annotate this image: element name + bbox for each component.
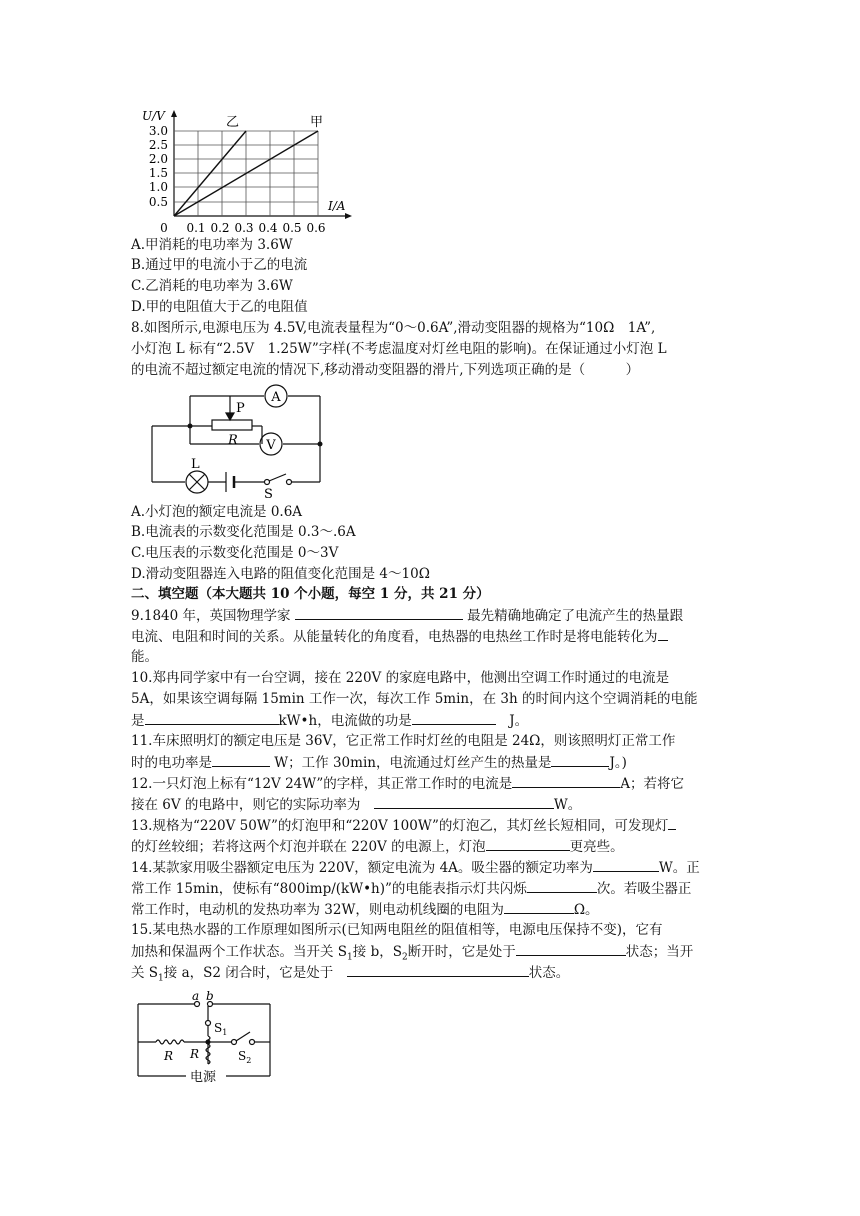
slider-label: P	[236, 401, 245, 416]
x-axis-label: I/A	[328, 199, 346, 213]
power-source-label: 电源	[190, 1070, 217, 1085]
rheostat-label: R	[228, 433, 238, 448]
q9-line-2: 电流、电阻和时间的关系。从能量转化的角度看，电热器的电热丝工作时是将电能转化为	[131, 626, 668, 647]
q11-line-1: 11.车床照明灯的额定电压是 36V，它正常工作时灯丝的电阻是 24Ω，则该照明灯正常工作	[131, 733, 676, 749]
q8-line-2: 小灯泡 L 标有“2.5V 1.25W”字样(不考虑温度对灯丝电阻的影响)。在保证通过小灯泡 L	[131, 341, 667, 357]
q8-line-1: 8.如图所示,电源电压为 4.5V,电流表量程为“0～0.6A”,滑动变阻器的规格为“10Ω 1A”,	[131, 320, 656, 336]
x-tick: 0.4	[258, 221, 278, 234]
x-tick: 0.2	[210, 221, 230, 234]
resistor-horizontal-label: R	[164, 1049, 174, 1063]
q14-line-1: 14.某款家用吸尘器额定电压为 220V，额定电流为 4A。吸尘器的额定功率为 W。正	[131, 857, 700, 878]
x-tick: 0.6	[306, 221, 326, 234]
line-yi-label: 乙	[226, 115, 240, 130]
q14-line-2: 常工作 15min，使标有“800imp/(kW•h)”的电能表指示灯共闪烁 次。若吸尘器正	[131, 878, 691, 899]
ammeter-symbol: A	[271, 390, 281, 405]
q15-line-2: 加热和保温两个工作状态。当开关 $S_1$接 b，$S_2$断开时，它是处于 状态；当开	[131, 941, 693, 968]
q7-option-d: D.甲的电阻值大于乙的电阻值	[131, 299, 308, 315]
lamp-label: L	[191, 457, 200, 472]
y-tick: 1.0	[148, 180, 168, 194]
section-2-title: 二、填空题（本大题共 10 个小题，每空 1 分，共 21 分）	[131, 586, 490, 602]
q7-option-a: A.甲消耗的电功率为 3.6W	[131, 237, 293, 253]
terminal-a-label: a	[192, 990, 200, 1003]
q8-option-a: A.小灯泡的额定电流是 0.6A	[131, 504, 303, 520]
q10-line-1: 10.郑冉同学家中有一台空调，接在 220V 的家庭电路中，他测出空调工作时通过的电流是	[131, 670, 670, 686]
q15-line-1: 15.某电热水器的工作原理如图所示(已知两电阻丝的阻值相等，电源电压保持不变)，它有	[131, 922, 663, 938]
q13-line-1: 13.规格为“220V 50W”的灯泡甲和“220V 100W”的灯泡乙，其灯丝长短相同，可发现灯	[131, 815, 676, 836]
q9-line-3: 能。	[131, 649, 158, 665]
voltmeter-symbol: V	[266, 438, 276, 453]
q7-option-b: B.通过甲的电流小于乙的电流	[131, 257, 308, 273]
q13-line-2: 的灯丝较细；若将这两个灯泡并联在 220V 的电源上，灯泡 更亮些。	[131, 836, 624, 857]
q15-circuit-diagram	[130, 990, 280, 1090]
q8-circuit-diagram	[146, 382, 336, 500]
x-tick: 0.1	[186, 221, 206, 234]
y-tick: 2.5	[148, 138, 168, 152]
q7-option-c: C.乙消耗的电功率为 3.6W	[131, 278, 293, 294]
switch-s1-label: $S_1$	[214, 1021, 228, 1037]
q8-option-b: B.电流表的示数变化范围是 0.3～.6A	[131, 524, 356, 540]
line-yi	[174, 131, 246, 216]
q15-line-3: 关 $S_1$接 a，S2 闭合时，它是处于 状态。	[131, 962, 569, 989]
q10-line-2: 5A，如果该空调每隔 15min 工作一次，每次工作 5min，在 3h 的时间内这个空调消耗的电能	[131, 691, 698, 707]
q9-line-1: 9.1840 年，英国物理学家 最先精确地确定了电流产生的热量跟	[131, 605, 683, 626]
q12-line-2: 接在 6V 的电路中，则它的实际功率为 W。	[131, 794, 581, 815]
y-tick: 1.5	[148, 166, 168, 180]
x-tick: 0.5	[282, 221, 302, 234]
q12-line-1: 12.一只灯泡上标有“12V 24W”的字样，其正常工作时的电流是 A；若将它	[131, 773, 684, 794]
resistor-vertical-label: R	[190, 1047, 200, 1061]
q8-option-c: C.电压表的示数变化范围是 0～3V	[131, 545, 339, 561]
x-tick: 0.3	[234, 221, 254, 234]
q11-line-2: 时的电功率是 W；工作 30min，电流通过灯丝产生的热量是 J。)	[131, 752, 627, 773]
q8-option-d: D.滑动变阻器连入电路的阻值变化范围是 4～10Ω	[131, 566, 430, 582]
q10-line-3: 是 kW•h，电流做的功是 J。	[131, 710, 528, 731]
line-jia-label: 甲	[310, 115, 324, 130]
ui-graph	[138, 108, 358, 234]
q8-line-3: 的电流不超过额定电流的情况下,移动滑动变阻器的滑片,下列选项正确的是（ ）	[131, 362, 640, 378]
origin-label: 0	[160, 221, 168, 234]
y-tick: 3.0	[148, 124, 168, 138]
y-axis-label: U/V	[142, 109, 165, 123]
y-tick: 2.0	[148, 152, 168, 166]
y-tick: 0.5	[148, 195, 168, 209]
switch-s2-label: $S_2$	[238, 1049, 252, 1065]
switch-label: S	[264, 487, 273, 500]
terminal-b-label: b	[206, 990, 214, 1003]
q14-line-3: 常工作时，电动机的发热功率为 32W，则电动机线圈的电阻为 Ω。	[131, 899, 599, 920]
